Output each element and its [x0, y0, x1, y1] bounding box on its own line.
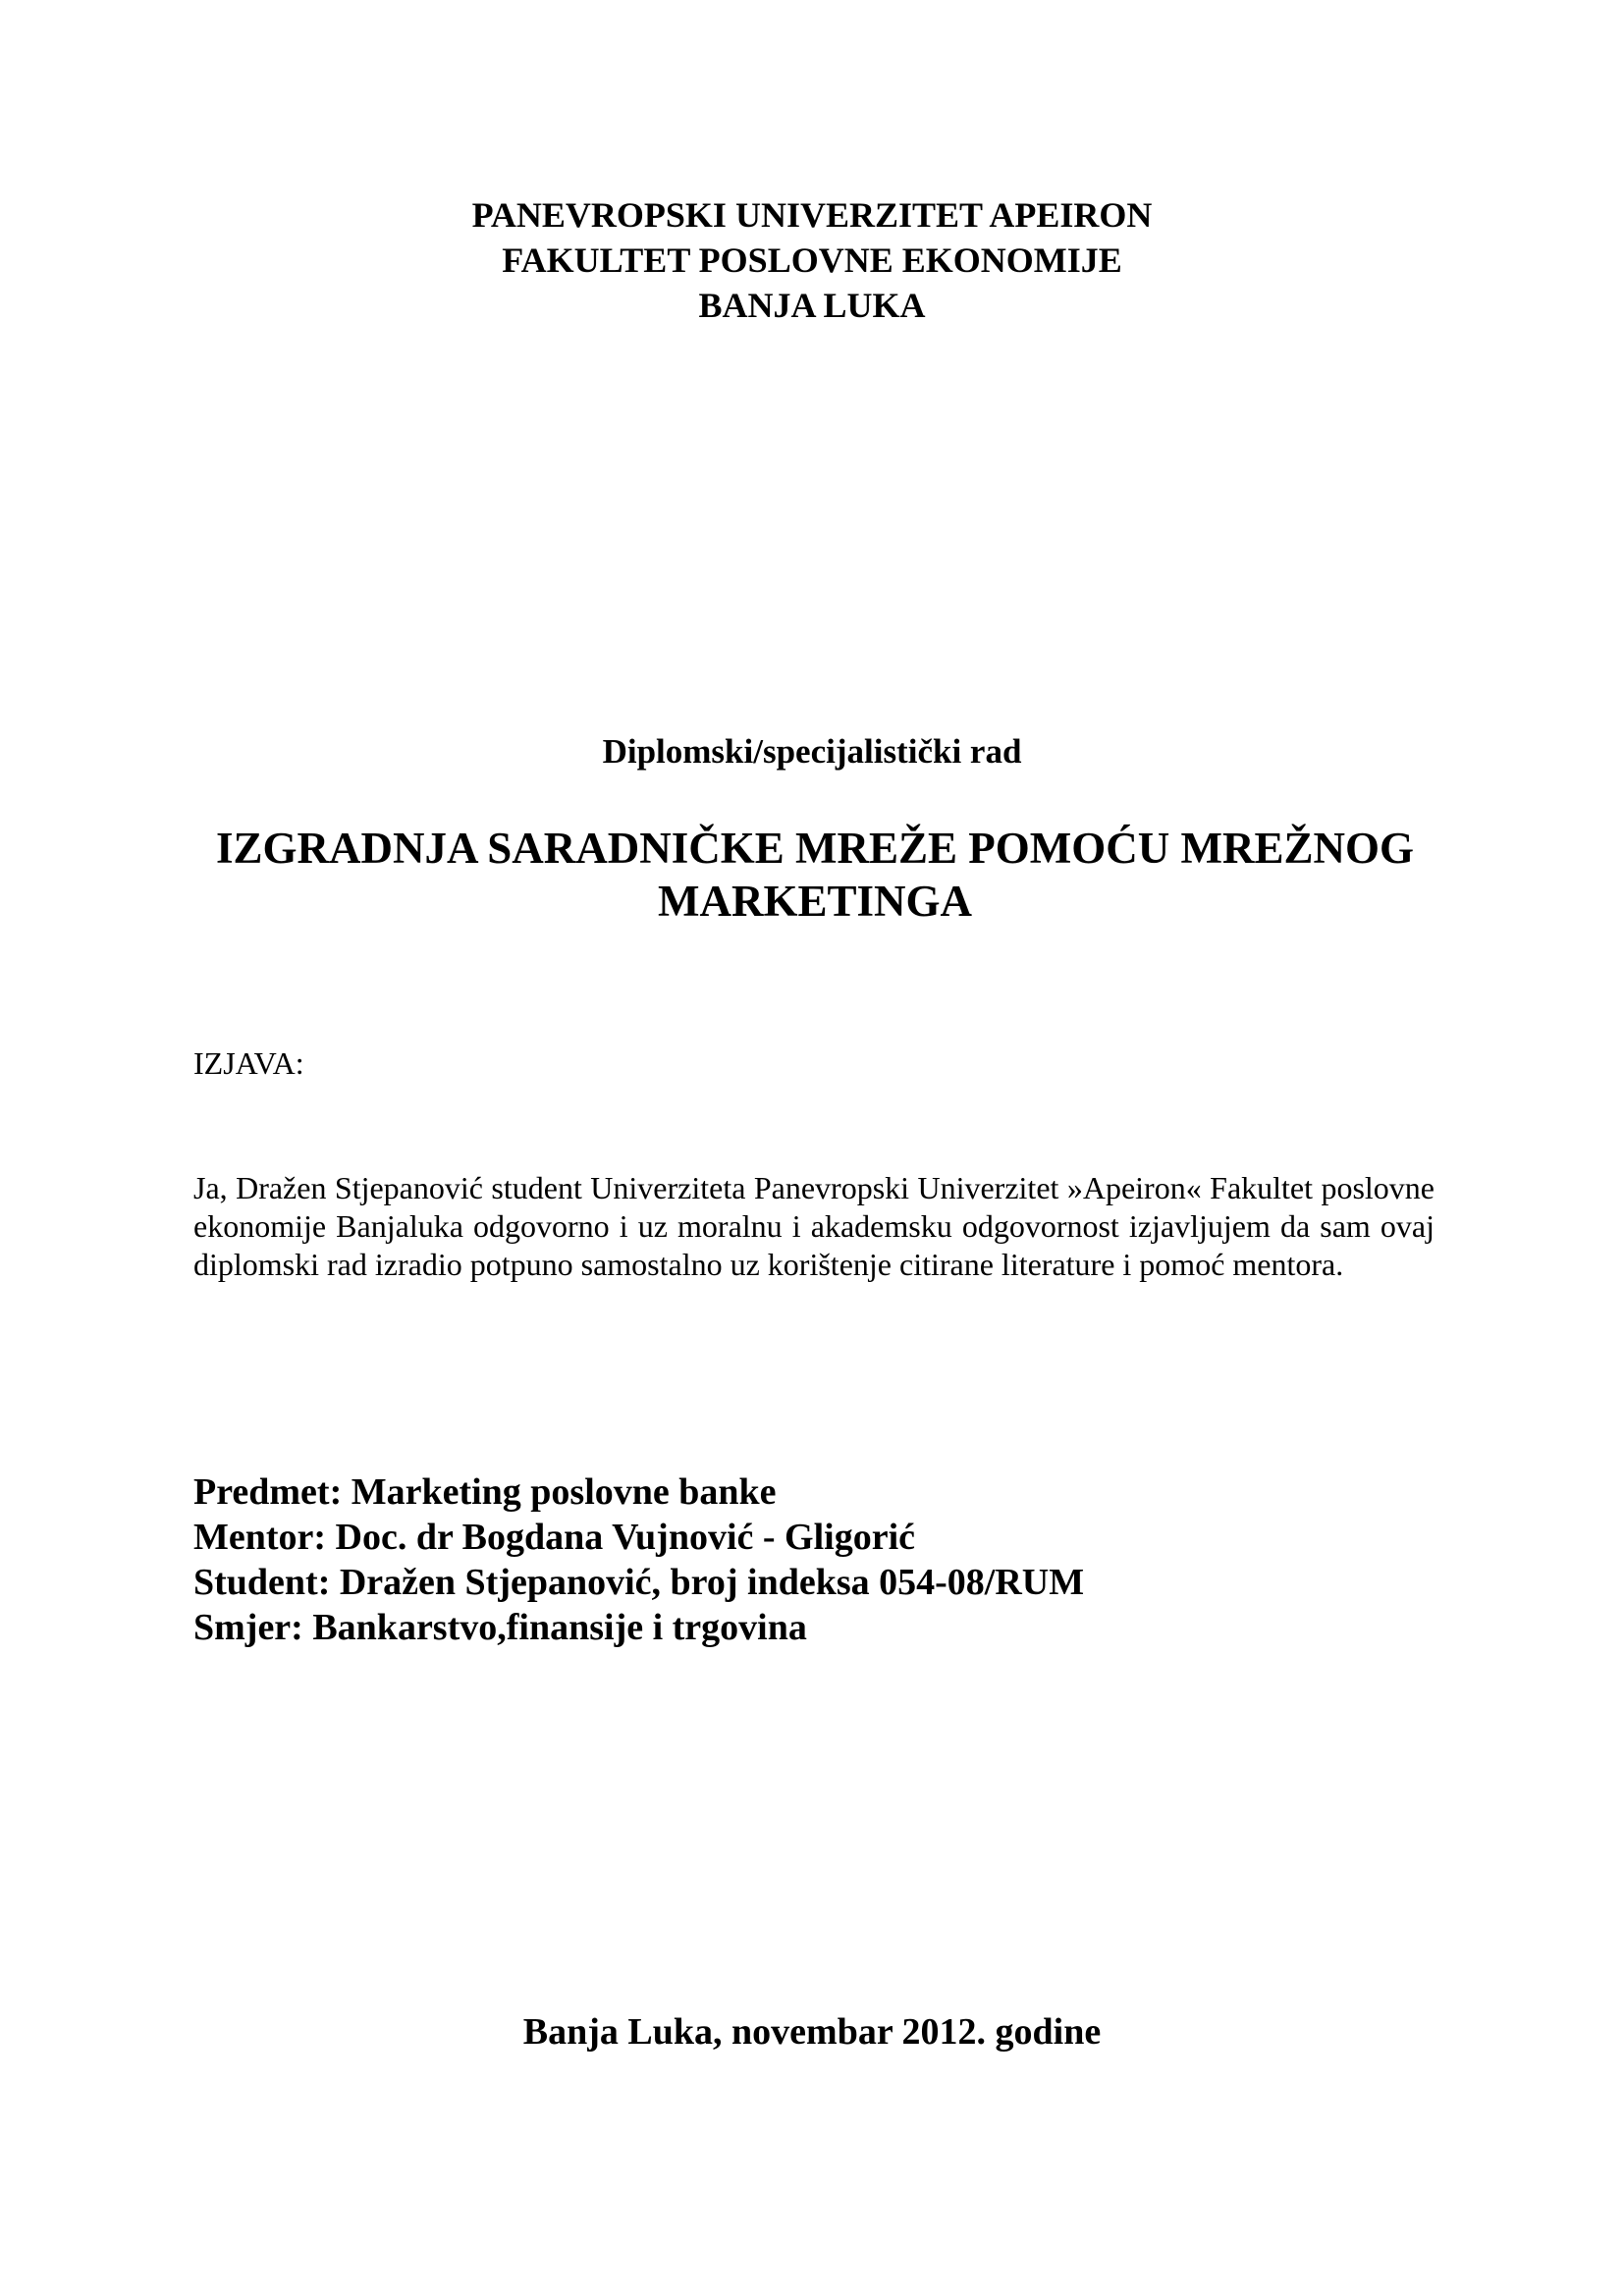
university-name: PANEVROPSKI UNIVERZITET APEIRON: [471, 195, 1153, 235]
mentor-line: Mentor: Doc. dr Bogdana Vujnović - Gligorić: [193, 1517, 916, 1558]
statement-text: Ja, Dražen Stjepanović student Univerziteta Panevropski Univerzitet »Apeiron« Fakultet poslovne ekonomije Banjaluka odgovorno i uz moralnu i akademsku odgovornost izjavljujem da sam ovaj diplomski rad izradio potpuno samostalno uz korištenje citirane literature i pomoć mentora.: [193, 1170, 1435, 1282]
faculty-name: FAKULTET POSLOVNE EKONOMIJE: [502, 240, 1122, 280]
thesis-title: IZGRADNJA SARADNIČKE MREŽE POMOĆU MREŽNOG MARKETINGA: [215, 824, 1415, 926]
statement-label: IZJAVA:: [193, 1045, 304, 1081]
thesis-details: [193, 1469, 1084, 1650]
city-name: BANJA LUKA: [698, 286, 926, 325]
thesis-type: Diplomski/specijalistički rad: [602, 732, 1022, 771]
institution-header: [0, 192, 1624, 328]
track-line: Smjer: Bankarstvo,finansije i trgovina: [193, 1607, 807, 1648]
subject-line: Predmet: Marketing poslovne banke: [193, 1471, 777, 1513]
student-line: Student: Dražen Stjepanović, broj indeksa 054-08/RUM: [193, 1562, 1085, 1603]
place-date: Banja Luka, novembar 2012. godine: [522, 2011, 1102, 2053]
